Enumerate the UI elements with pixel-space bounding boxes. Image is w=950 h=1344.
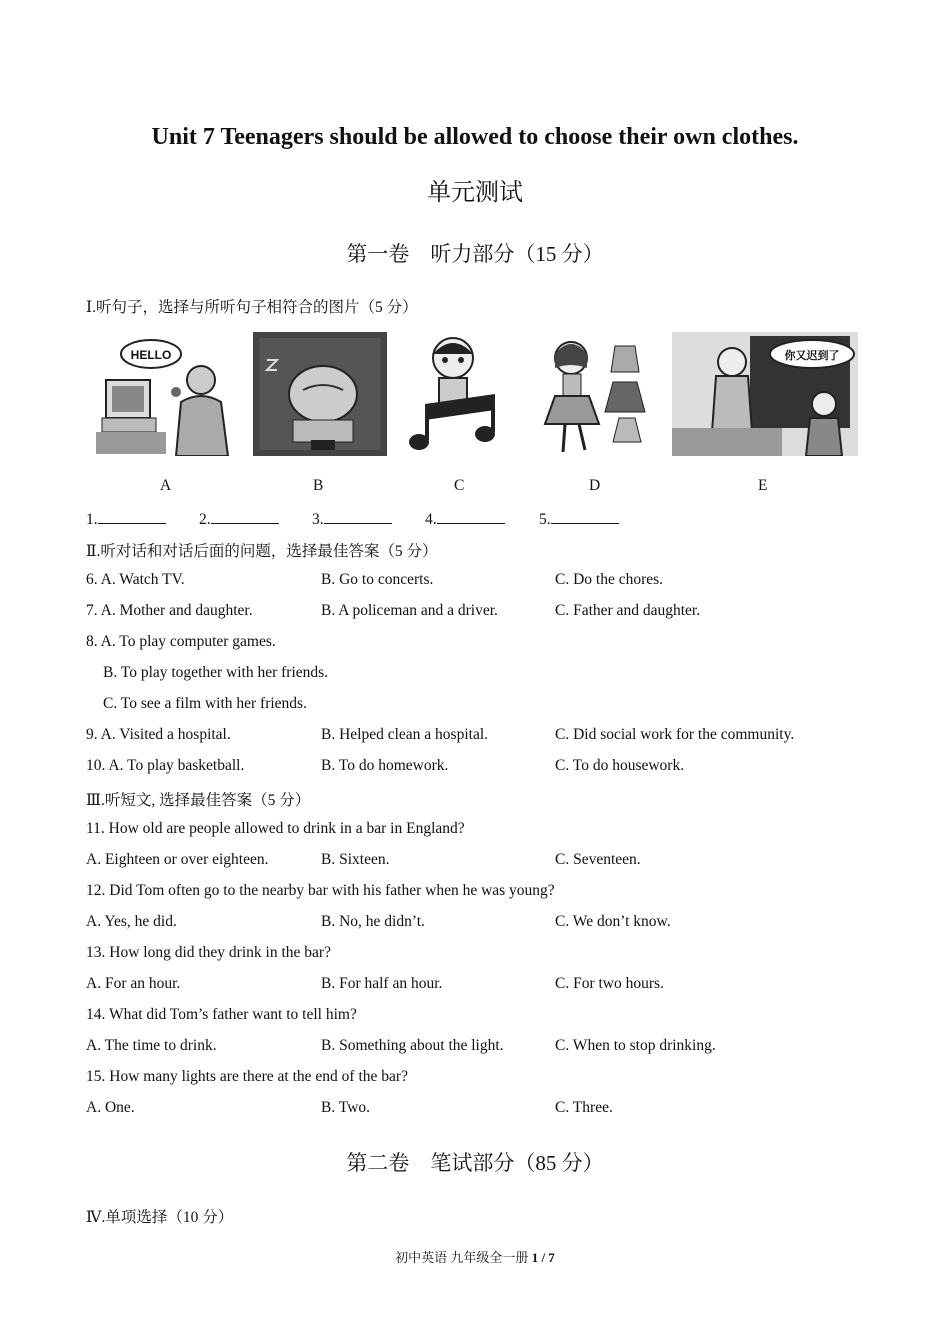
- q6-option-c: C. Do the chores.: [555, 571, 664, 588]
- picture-label-d: D: [589, 477, 601, 494]
- q10-option-b: B. To do homework.: [321, 757, 449, 774]
- picture-d-clothes-girl: [535, 332, 657, 456]
- q9-option-c: C. Did social work for the community.: [555, 726, 795, 743]
- answer-blank-4[interactable]: 4.: [425, 509, 505, 529]
- q14-option-b: B. Something about the light.: [321, 1037, 504, 1054]
- q12-option-a: A. Yes, he did.: [86, 913, 177, 930]
- answer-blank-1[interactable]: 1.: [86, 509, 166, 529]
- q7-option-a: 7. A. Mother and daughter.: [86, 602, 253, 619]
- document-subtitle: 单元测试: [427, 180, 523, 206]
- picture-label-e: E: [758, 477, 768, 494]
- q10-option-a: 10. A. To play basketball.: [86, 757, 245, 774]
- q13-question: 13. How long did they drink in the bar?: [86, 944, 331, 961]
- picture-a-computer-user: [96, 332, 236, 456]
- picture-label-a: A: [160, 477, 172, 494]
- page-footer: [0, 1247, 950, 1266]
- footer-text: 初中英语 九年级全一册: [395, 1250, 529, 1265]
- q6-option-b: B. Go to concerts.: [321, 571, 434, 588]
- q9-option-a: 9. A. Visited a hospital.: [86, 726, 231, 743]
- q11-option-c: C. Seventeen.: [555, 851, 641, 868]
- q15-question: 15. How many lights are there at the end of the bar?: [86, 1068, 408, 1085]
- section3-heading: Ⅲ.听短文, 选择最佳答案（5 分）: [86, 792, 311, 809]
- q14-option-a: A. The time to drink.: [86, 1037, 217, 1054]
- picture-e-late-student: [672, 332, 858, 456]
- part1-heading: 第一卷 听力部分（15 分）: [346, 242, 604, 266]
- section2-heading: Ⅱ.听对话和对话后面的问题，选择最佳答案（5 分）: [86, 543, 438, 560]
- speech-bubble-text: HELLO: [130, 348, 172, 362]
- q14-option-c: C. When to stop drinking.: [555, 1037, 716, 1054]
- q6-option-a: 6. A. Watch TV.: [86, 571, 185, 588]
- picture-b-sleeping: [253, 332, 387, 456]
- q15-option-b: B. Two.: [321, 1099, 371, 1116]
- answer-blank-5[interactable]: 5.: [539, 509, 619, 529]
- q12-question: 12. Did Tom often go to the nearby bar with his father when he was young?: [86, 882, 555, 899]
- q8-option-c: C. To see a film with her friends.: [103, 695, 307, 712]
- q12-option-b: B. No, he didn’t.: [321, 913, 425, 930]
- section1-heading: Ⅰ.听句子，选择与所听句子相符合的图片（5 分）: [86, 299, 418, 316]
- q11-option-a: A. Eighteen or over eighteen.: [86, 851, 269, 868]
- section4-heading: Ⅳ.单项选择（10 分）: [86, 1209, 234, 1226]
- part2-heading: 第二卷 笔试部分（85 分）: [346, 1151, 604, 1175]
- picture-label-b: B: [313, 477, 324, 494]
- q13-option-b: B. For half an hour.: [321, 975, 443, 992]
- q8-option-b: B. To play together with her friends.: [103, 664, 329, 681]
- answer-blank-3[interactable]: 3.: [312, 509, 392, 529]
- q12-option-c: C. We don’t know.: [555, 913, 671, 930]
- q8-option-a: 8. A. To play computer games.: [86, 633, 276, 650]
- speech-bubble-text: 你又迟到了: [784, 349, 840, 362]
- page-number: 1 / 7: [531, 1250, 555, 1265]
- picture-c-music-boy: [405, 332, 505, 456]
- q15-option-c: C. Three.: [555, 1099, 613, 1116]
- answer-blank-2[interactable]: 2.: [199, 509, 279, 529]
- q13-option-a: A. For an hour.: [86, 975, 181, 992]
- picture-label-c: C: [454, 477, 465, 494]
- q11-option-b: B. Sixteen.: [321, 851, 390, 868]
- q10-option-c: C. To do housework.: [555, 757, 685, 774]
- q15-option-a: A. One.: [86, 1099, 135, 1116]
- q9-option-b: B. Helped clean a hospital.: [321, 726, 489, 743]
- q13-option-c: C. For two hours.: [555, 975, 664, 992]
- q7-option-c: C. Father and daughter.: [555, 602, 701, 619]
- document-title: Unit 7 Teenagers should be allowed to choose their own clothes.: [151, 124, 799, 150]
- q7-option-b: B. A policeman and a driver.: [321, 602, 498, 619]
- q11-question: 11. How old are people allowed to drink in a bar in England?: [86, 820, 465, 837]
- q14-question: 14. What did Tom’s father want to tell him?: [86, 1006, 357, 1023]
